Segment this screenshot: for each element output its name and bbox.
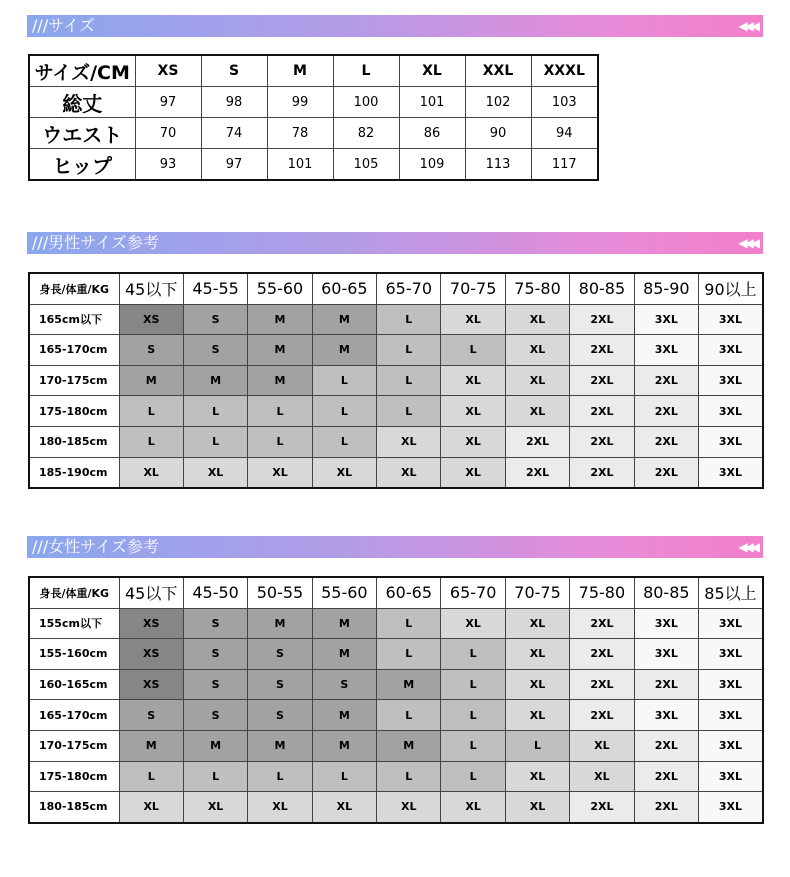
men-weight-header: 55-60 xyxy=(248,273,312,304)
table-cell: 82 xyxy=(333,118,399,149)
size-cell: L xyxy=(312,426,376,457)
size-cell: M xyxy=(248,730,312,761)
women-weight-header: 80-85 xyxy=(634,577,698,608)
size-cell: 2XL xyxy=(634,396,698,427)
table-row xyxy=(29,426,763,457)
table-cell: 113 xyxy=(465,149,531,181)
table-cell: 103 xyxy=(531,87,598,118)
size-cell: L xyxy=(183,396,247,427)
size-cell: 3XL xyxy=(699,304,763,335)
men-size-table xyxy=(28,272,764,489)
size-cell: M xyxy=(248,304,312,335)
size-cell: L xyxy=(441,730,505,761)
men-weight-header: 85-90 xyxy=(634,273,698,304)
size-cell: S xyxy=(183,669,247,700)
size-cell: XL xyxy=(505,396,569,427)
size-cell: L xyxy=(441,761,505,792)
size-cell: L xyxy=(248,396,312,427)
size-cell: L xyxy=(312,396,376,427)
size-cell: M xyxy=(312,700,376,731)
size-cell: M xyxy=(312,639,376,670)
size-col-xxl: XXL xyxy=(465,55,531,87)
women-banner-title: ///女性サイズ参考 xyxy=(32,537,159,556)
size-cell: L xyxy=(377,304,441,335)
table-cell: 93 xyxy=(135,149,201,181)
size-cell: L xyxy=(377,700,441,731)
size-cell: XL xyxy=(441,396,505,427)
size-cell: XL xyxy=(570,761,634,792)
men-weight-header: 60-65 xyxy=(312,273,376,304)
table-cell: 109 xyxy=(399,149,465,181)
size-cell: L xyxy=(441,669,505,700)
size-cell: 2XL xyxy=(570,365,634,396)
table-row xyxy=(29,761,763,792)
size-cell: S xyxy=(183,304,247,335)
size-cell: S xyxy=(248,700,312,731)
table-row xyxy=(29,335,763,366)
size-cell: 3XL xyxy=(699,792,763,823)
women-corner-label: 身長/体重/KG xyxy=(29,577,119,608)
triple-arrow-left-icon: ◀◀◀ xyxy=(738,236,757,250)
women-weight-header: 65-70 xyxy=(441,577,505,608)
size-cell: XL xyxy=(441,365,505,396)
table-cell: 86 xyxy=(399,118,465,149)
size-cell: M xyxy=(183,365,247,396)
size-cell: 2XL xyxy=(570,457,634,488)
size-cell: L xyxy=(119,761,183,792)
size-cell: 3XL xyxy=(634,700,698,731)
size-cell: S xyxy=(312,669,376,700)
men-height-label: 165cm以下 xyxy=(29,304,119,335)
size-cell: M xyxy=(377,730,441,761)
size-cell: L xyxy=(312,365,376,396)
table-cell: 117 xyxy=(531,149,598,181)
men-corner-label: 身長/体重/KG xyxy=(29,273,119,304)
table-row xyxy=(29,700,763,731)
size-cell: XL xyxy=(377,457,441,488)
table-cell: 102 xyxy=(465,87,531,118)
table-cell: 98 xyxy=(201,87,267,118)
size-cell: 2XL xyxy=(570,335,634,366)
women-size-table xyxy=(28,576,764,824)
table-row xyxy=(29,639,763,670)
size-cell: M xyxy=(312,304,376,335)
size-cell: 2XL xyxy=(570,426,634,457)
size-cell: S xyxy=(248,669,312,700)
size-cell: L xyxy=(377,761,441,792)
women-weight-header: 50-55 xyxy=(248,577,312,608)
size-cell: L xyxy=(441,335,505,366)
size-cell: XL xyxy=(377,792,441,823)
triple-arrow-left-icon: ◀◀◀ xyxy=(738,540,757,554)
men-banner xyxy=(27,232,763,254)
size-row-hip xyxy=(29,149,598,181)
size-cell: L xyxy=(312,761,376,792)
men-height-label: 180-185cm xyxy=(29,426,119,457)
table-cell: 105 xyxy=(333,149,399,181)
women-weight-header: 45-50 xyxy=(183,577,247,608)
size-header-row xyxy=(29,55,598,87)
size-cell: 2XL xyxy=(505,457,569,488)
table-row xyxy=(29,792,763,823)
size-cell: XL xyxy=(377,426,441,457)
size-cell: XL xyxy=(441,304,505,335)
women-height-label: 175-180cm xyxy=(29,761,119,792)
size-cell: L xyxy=(119,426,183,457)
table-cell: 101 xyxy=(267,149,333,181)
size-cell: L xyxy=(248,761,312,792)
size-cell: M xyxy=(312,335,376,366)
size-cell: L xyxy=(183,426,247,457)
size-cell: 3XL xyxy=(699,335,763,366)
men-height-label: 170-175cm xyxy=(29,365,119,396)
women-height-label: 155-160cm xyxy=(29,639,119,670)
table-row xyxy=(29,608,763,639)
table-row xyxy=(29,669,763,700)
size-cell: M xyxy=(248,365,312,396)
table-cell: 99 xyxy=(267,87,333,118)
size-cell: L xyxy=(441,639,505,670)
table-cell: 70 xyxy=(135,118,201,149)
size-cell: XL xyxy=(505,761,569,792)
size-cell: 2XL xyxy=(634,730,698,761)
women-height-label: 170-175cm xyxy=(29,730,119,761)
size-col-s: S xyxy=(201,55,267,87)
size-cell: XL xyxy=(505,365,569,396)
size-cell: XL xyxy=(119,457,183,488)
size-cell: XL xyxy=(119,792,183,823)
size-cell: 3XL xyxy=(699,608,763,639)
size-cell: XS xyxy=(119,608,183,639)
women-weight-header: 70-75 xyxy=(505,577,569,608)
size-cell: XL xyxy=(183,792,247,823)
size-cell: XL xyxy=(505,335,569,366)
size-banner-title: ///サイズ xyxy=(32,16,95,35)
women-weight-header: 60-65 xyxy=(377,577,441,608)
size-cell: 3XL xyxy=(699,457,763,488)
table-row xyxy=(29,730,763,761)
size-col-xl: XL xyxy=(399,55,465,87)
size-cell: XL xyxy=(505,608,569,639)
size-cell: 2XL xyxy=(634,761,698,792)
size-cell: L xyxy=(248,426,312,457)
size-cell: 2XL xyxy=(570,669,634,700)
size-cell: S xyxy=(248,639,312,670)
size-cell: 2XL xyxy=(634,792,698,823)
men-weight-header: 80-85 xyxy=(570,273,634,304)
size-cell: 2XL xyxy=(570,304,634,335)
size-cell: S xyxy=(119,335,183,366)
size-cell: 3XL xyxy=(699,365,763,396)
size-cell: 2XL xyxy=(634,457,698,488)
size-cell: 3XL xyxy=(634,639,698,670)
size-cell: 3XL xyxy=(699,426,763,457)
women-height-label: 155cm以下 xyxy=(29,608,119,639)
size-cell: XS xyxy=(119,669,183,700)
size-cell: M xyxy=(183,730,247,761)
row-label-hip: ヒップ xyxy=(29,149,135,181)
men-height-label: 185-190cm xyxy=(29,457,119,488)
size-cell: XL xyxy=(248,792,312,823)
size-cell: M xyxy=(312,730,376,761)
table-cell: 78 xyxy=(267,118,333,149)
size-cell: 2XL xyxy=(570,700,634,731)
size-cell: M xyxy=(119,365,183,396)
size-cell: XL xyxy=(505,304,569,335)
size-cell: XL xyxy=(505,700,569,731)
men-weight-header: 70-75 xyxy=(441,273,505,304)
size-cell: L xyxy=(119,396,183,427)
table-row xyxy=(29,396,763,427)
size-cell: 3XL xyxy=(699,700,763,731)
women-height-label: 180-185cm xyxy=(29,792,119,823)
table-cell: 74 xyxy=(201,118,267,149)
size-cell: 2XL xyxy=(570,639,634,670)
size-cell: L xyxy=(377,365,441,396)
size-cell: XL xyxy=(312,457,376,488)
table-cell: 101 xyxy=(399,87,465,118)
triple-arrow-left-icon: ◀◀◀ xyxy=(738,19,757,33)
size-cell: S xyxy=(119,700,183,731)
table-cell: 97 xyxy=(135,87,201,118)
size-cell: 3XL xyxy=(634,608,698,639)
size-cell: M xyxy=(377,669,441,700)
size-cell: XL xyxy=(570,730,634,761)
men-height-label: 175-180cm xyxy=(29,396,119,427)
size-cell: M xyxy=(248,608,312,639)
men-header-row xyxy=(29,273,763,304)
size-cell: 2XL xyxy=(634,426,698,457)
size-corner-label: サイズ/CM xyxy=(29,55,135,87)
men-weight-header: 45-55 xyxy=(183,273,247,304)
size-cell: 2XL xyxy=(570,396,634,427)
size-cell: L xyxy=(377,396,441,427)
size-cell: S xyxy=(183,700,247,731)
size-cell: XL xyxy=(312,792,376,823)
size-row-waist xyxy=(29,118,598,149)
table-row xyxy=(29,365,763,396)
size-cell: 3XL xyxy=(699,396,763,427)
size-col-xxxl: XXXL xyxy=(531,55,598,87)
size-cell: 2XL xyxy=(570,792,634,823)
size-cell: 3XL xyxy=(634,335,698,366)
size-cell: L xyxy=(377,639,441,670)
women-height-label: 165-170cm xyxy=(29,700,119,731)
row-label-waist: ウエスト xyxy=(29,118,135,149)
size-cell: 2XL xyxy=(634,365,698,396)
size-cell: L xyxy=(183,761,247,792)
size-cell: S xyxy=(183,639,247,670)
size-cell: L xyxy=(505,730,569,761)
men-weight-header: 75-80 xyxy=(505,273,569,304)
table-cell: 90 xyxy=(465,118,531,149)
table-row xyxy=(29,304,763,335)
men-weight-header: 65-70 xyxy=(377,273,441,304)
size-col-l: L xyxy=(333,55,399,87)
size-cell: 3XL xyxy=(699,761,763,792)
size-cell: 3XL xyxy=(699,669,763,700)
table-cell: 94 xyxy=(531,118,598,149)
table-cell: 100 xyxy=(333,87,399,118)
size-cell: XL xyxy=(505,792,569,823)
women-weight-header: 85以上 xyxy=(699,577,763,608)
table-row xyxy=(29,457,763,488)
size-table xyxy=(28,54,599,181)
size-cell: 2XL xyxy=(570,608,634,639)
women-banner xyxy=(27,536,763,558)
women-weight-header: 55-60 xyxy=(312,577,376,608)
size-cell: 3XL xyxy=(699,639,763,670)
size-col-m: M xyxy=(267,55,333,87)
women-height-label: 160-165cm xyxy=(29,669,119,700)
row-label-length: 総丈 xyxy=(29,87,135,118)
size-cell: 3XL xyxy=(699,730,763,761)
size-cell: XL xyxy=(505,669,569,700)
size-cell: 3XL xyxy=(634,304,698,335)
table-cell: 97 xyxy=(201,149,267,181)
size-cell: XL xyxy=(441,426,505,457)
size-cell: XL xyxy=(248,457,312,488)
size-cell: 2XL xyxy=(634,669,698,700)
men-height-label: 165-170cm xyxy=(29,335,119,366)
size-cell: L xyxy=(377,608,441,639)
size-cell: 2XL xyxy=(505,426,569,457)
size-cell: XL xyxy=(441,457,505,488)
size-cell: S xyxy=(183,335,247,366)
women-weight-header: 45以下 xyxy=(119,577,183,608)
size-cell: M xyxy=(248,335,312,366)
men-banner-title: ///男性サイズ参考 xyxy=(32,233,159,252)
men-weight-header: 90以上 xyxy=(699,273,763,304)
size-banner xyxy=(27,15,763,37)
size-cell: S xyxy=(183,608,247,639)
size-cell: XL xyxy=(441,608,505,639)
size-cell: M xyxy=(119,730,183,761)
women-header-row xyxy=(29,577,763,608)
size-cell: XL xyxy=(183,457,247,488)
size-cell: L xyxy=(441,700,505,731)
men-weight-header: 45以下 xyxy=(119,273,183,304)
size-cell: L xyxy=(377,335,441,366)
size-col-xs: XS xyxy=(135,55,201,87)
size-cell: XL xyxy=(505,639,569,670)
women-weight-header: 75-80 xyxy=(570,577,634,608)
size-cell: XL xyxy=(441,792,505,823)
size-cell: XS xyxy=(119,304,183,335)
size-row-length xyxy=(29,87,598,118)
size-cell: XS xyxy=(119,639,183,670)
size-cell: M xyxy=(312,608,376,639)
